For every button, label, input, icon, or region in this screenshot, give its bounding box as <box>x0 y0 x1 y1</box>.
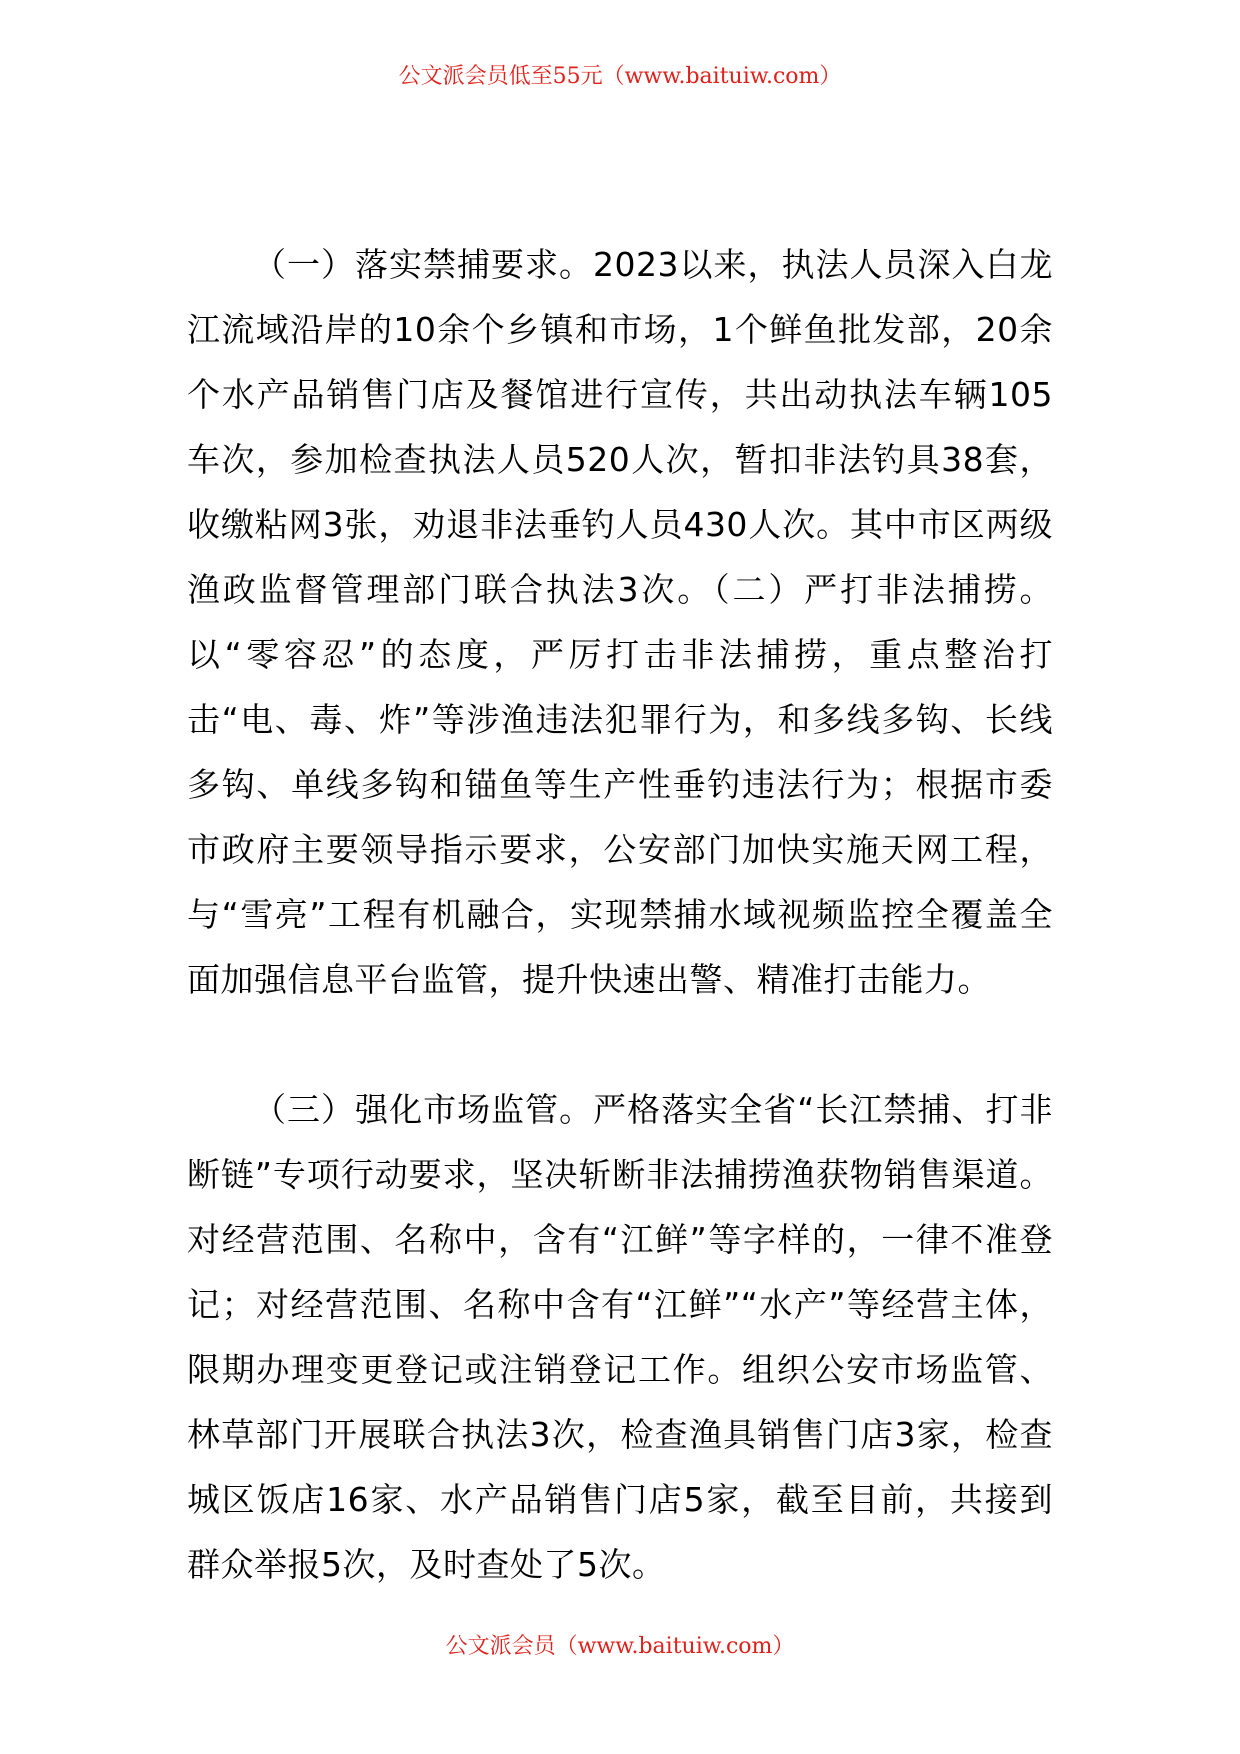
body-paragraph-2: （三）强化市场监管。严格落实全省“长江禁捕、打非断链”专项行动要求，坚决斩断非法捕捞渔获物销售渠道。对经营范围、名称中，含有“江鲜”等字样的，一律不准登记；对经营范围、名称中含有“江鲜”“水产”等经营主体，限期办理变更登记或注销登记工作。组织公安市场监管、林草部门开展联合执法3次，检查渔具销售门店3家，检查城区饭店16家、水产品销售门店5家，截至目前，共接到群众举报5次，及时查处了5次。 <box>187 1090 1053 1584</box>
footer-promo-banner: 公文派会员（www.baituiw.com） <box>445 1634 795 1659</box>
paragraph-spacer <box>187 1012 1053 1077</box>
body-paragraph-1: （一）落实禁捕要求。2023以来，执法人员深入白龙江流域沿岸的10余个乡镇和市场，1个鲜鱼批发部，20余个水产品销售门店及餐馆进行宣传，共出动执法车辆105车次，参加检查执法人员520人次，暂扣非法钓具38套，收缴粘网3张，劝退非法垂钓人员430人次。其中市区两级渔政监督管理部门联合执法3次。（二）严打非法捕捞。以“零容忍”的态度，严厉打击非法捕捞，重点整治打击“电、毒、炸”等涉渔违法犯罪行为，和多线多钩、长线多钩、单线多钩和锚鱼等生产性垂钓违法行为；根据市委市政府主要领导指示要求，公安部门加快实施天网工程，与“雪亮”工程有机融合，实现禁捕水域视频监控全覆盖全面加强信息平台监管，提升快速出警、精准打击能力。 <box>187 245 1053 999</box>
header-promo-banner: 公文派会员低至55元（www.baituiw.com） <box>398 64 842 89</box>
document-body <box>187 232 1053 1597</box>
